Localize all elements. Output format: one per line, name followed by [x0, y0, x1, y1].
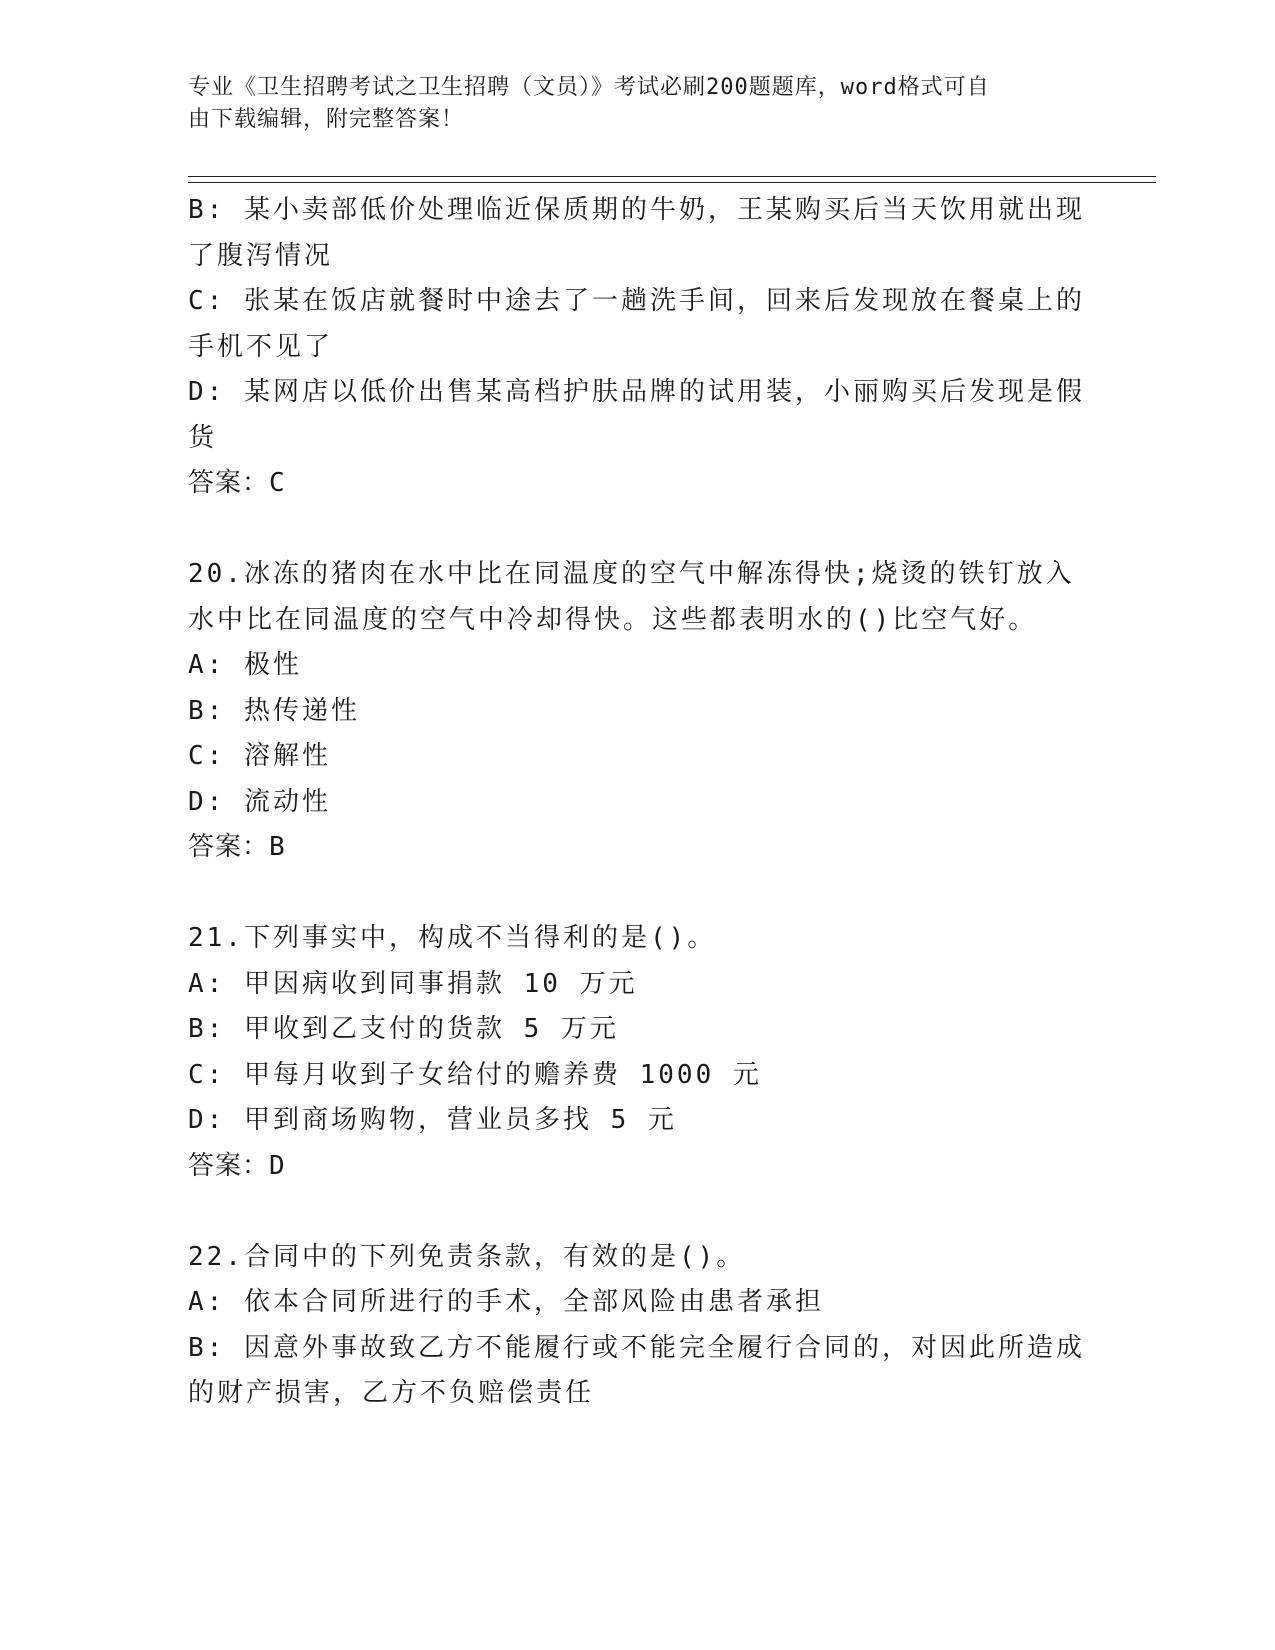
- option-a: A: 甲因病收到同事捐款 10 万元: [188, 968, 638, 999]
- question-19-continued: [188, 188, 1088, 507]
- option-d: D: 某网店以低价出售某高档护肤品牌的试用装，小丽购买后发现是假: [188, 377, 1085, 407]
- option-b: B: 因意外事故致乙方不能履行或不能完全履行合同的，对因此所造成: [188, 1332, 1085, 1363]
- option-c-continued: 手机不见了: [188, 331, 334, 362]
- option-b: B: 某小卖部低价处理临近保质期的牛奶，王某购买后当天饮用就出现: [188, 195, 1085, 225]
- header-divider-bottom: [188, 182, 1156, 183]
- option-a: A: 极性: [188, 650, 302, 680]
- option-c: C: 甲每月收到子女给付的赡养费 1000 元: [188, 1059, 762, 1090]
- header-line-1: 专业《卫生招聘考试之卫生招聘（文员）》考试必刷200题题库，word格式可自: [188, 75, 990, 100]
- question-stem: 20.冰冻的猪肉在水中比在同温度的空气中解冻得快;烧烫的铁钉放入: [188, 559, 1075, 589]
- option-b-continued: 的财产损害，乙方不负赔偿责任: [188, 1378, 595, 1408]
- spacer: [188, 871, 1088, 917]
- spacer: [188, 1189, 1088, 1235]
- option-d-continued: 货: [188, 422, 218, 453]
- option-c: C: 溶解性: [188, 741, 331, 771]
- question-20: [188, 552, 1088, 871]
- answer-line: 答案：B: [188, 832, 286, 862]
- question-22: [188, 1235, 1088, 1417]
- question-21: [188, 916, 1088, 1189]
- spacer: [188, 507, 1088, 553]
- question-stem: 21.下列事实中，构成不当得利的是()。: [188, 923, 717, 953]
- question-list: [188, 188, 1088, 1417]
- option-d: D: 流动性: [188, 786, 331, 817]
- answer-line: 答案：D: [188, 1150, 286, 1181]
- header-divider-top: [188, 176, 1156, 177]
- document-header: [188, 72, 1078, 136]
- option-b: B: 热传递性: [188, 695, 360, 726]
- question-stem: 22.合同中的下列免责条款，有效的是()。: [188, 1241, 746, 1272]
- option-c: C: 张某在饭店就餐时中途去了一趟洗手间，回来后发现放在餐桌上的: [188, 286, 1085, 316]
- option-b: B: 甲收到乙支付的货款 5 万元: [188, 1014, 619, 1044]
- option-d: D: 甲到商场购物，营业员多找 5 元: [188, 1105, 677, 1135]
- question-stem-continued: 水中比在同温度的空气中冷却得快。这些都表明水的()比空气好。: [188, 604, 1038, 635]
- option-a: A: 依本合同所进行的手术，全部风险由患者承担: [188, 1287, 824, 1317]
- answer-line: 答案：C: [188, 468, 286, 498]
- option-b-continued: 了腹泻情况: [188, 240, 334, 271]
- header-line-2: 由下载编辑，附完整答案！: [188, 107, 465, 132]
